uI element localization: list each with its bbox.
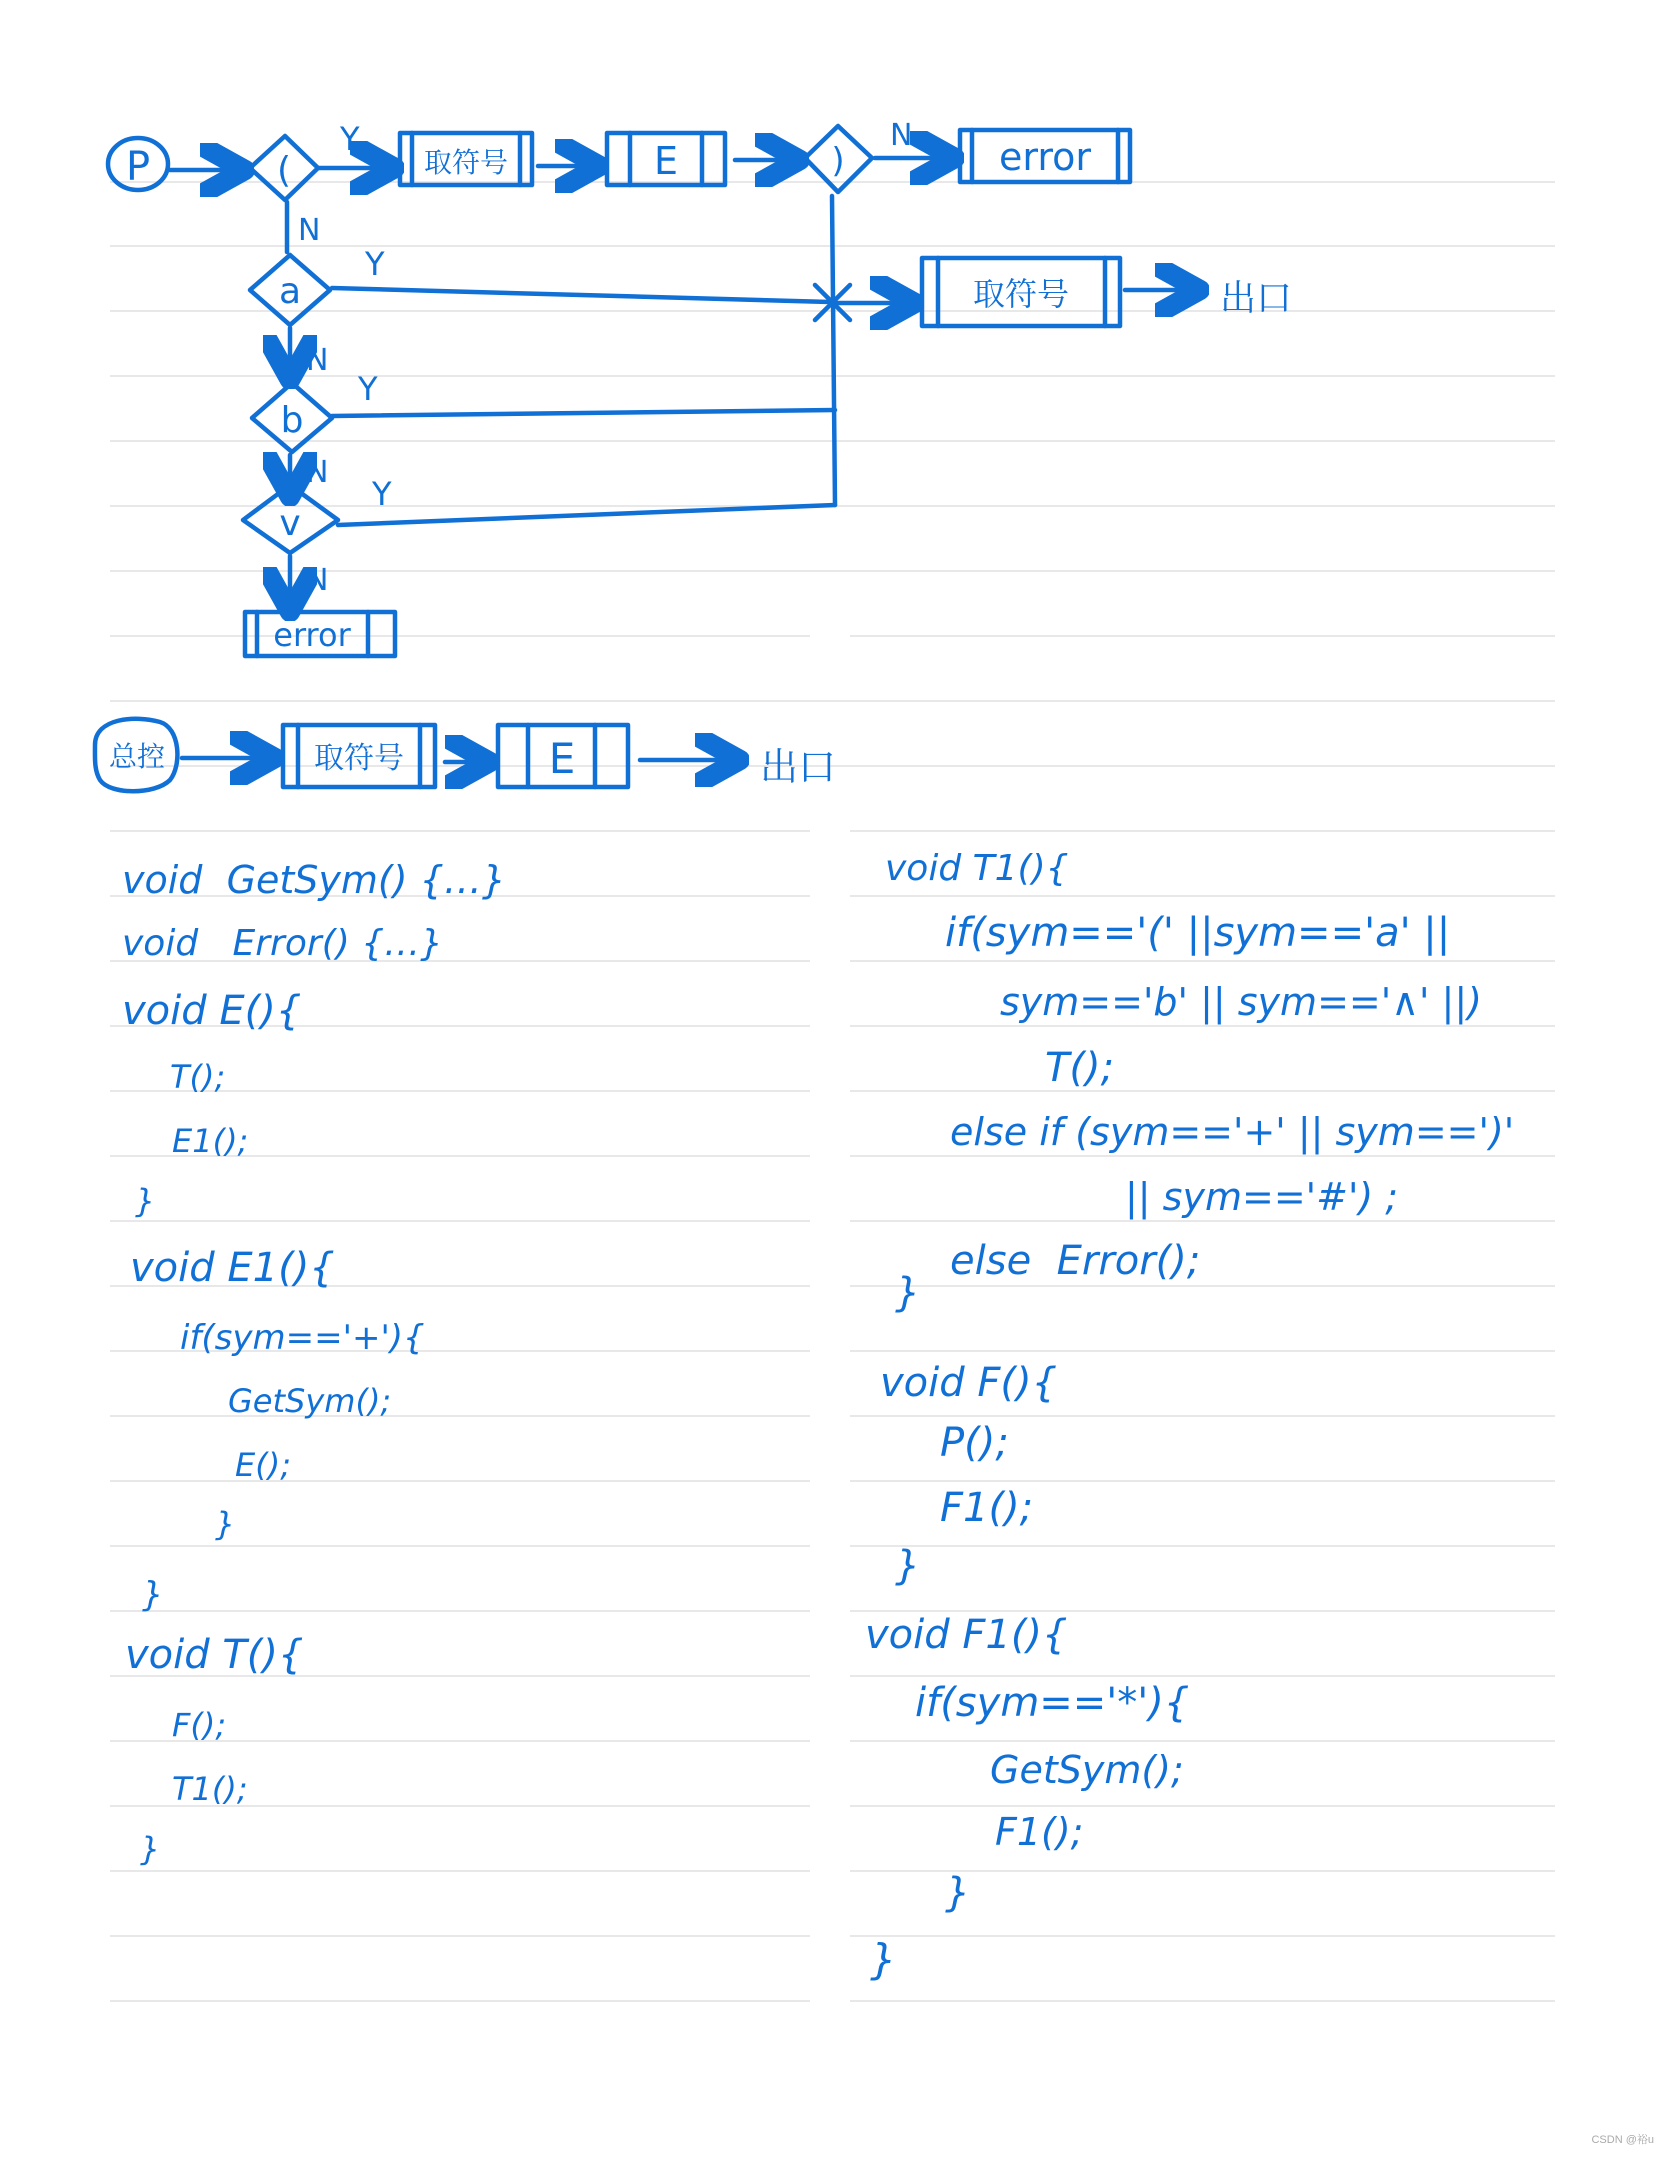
decision-rparen-label: ) [831, 141, 845, 181]
main-getsym-box-label: 取符号 [314, 741, 404, 776]
code-line: else Error(); [950, 1238, 1201, 1284]
code-line: } [895, 1543, 921, 1589]
code-line: T(); [1045, 1045, 1115, 1091]
no-label: N [890, 118, 913, 153]
main-proc-e-box-label: E [548, 734, 576, 783]
code-line: if(sym=='*'){ [915, 1680, 1190, 1726]
code-line: if(sym=='+'){ [180, 1318, 425, 1358]
code-line: } [135, 1182, 156, 1220]
watermark-text: CSDN @裕u [1591, 2134, 1654, 2146]
main-exit-label: 出口 [760, 745, 837, 789]
code-line: void F1(){ [865, 1612, 1068, 1658]
no-label: N [306, 455, 329, 490]
yes-label: Y [365, 245, 385, 283]
code-line: GetSym(); [990, 1748, 1184, 1792]
code-line: void T1(){ [885, 848, 1069, 889]
code-line: } [895, 1270, 921, 1316]
decision-v-label: v [279, 503, 301, 544]
no-label: N [306, 343, 329, 378]
error-box-bottom-label: error [273, 616, 351, 654]
getsym-box-right-label: 取符号 [972, 275, 1070, 313]
code-line: } [870, 1935, 897, 1984]
code-line: void T(){ [125, 1632, 304, 1678]
yes-label: Y [372, 475, 392, 513]
code-line: void Error() {…} [122, 923, 444, 964]
getsym-box-top-label: 取符号 [423, 146, 509, 179]
decision-lparen-label: ( [276, 150, 292, 191]
code-line: GetSym(); [228, 1382, 392, 1420]
error-box-top-label: error [999, 135, 1091, 179]
code-line: void E1(){ [130, 1245, 335, 1291]
code-line: } [142, 1575, 164, 1615]
start-node-p-label: P [125, 144, 151, 190]
code-line: E1(); [172, 1122, 249, 1160]
exit-label-top: 出口 [1220, 278, 1293, 319]
code-line: void GetSym() {…} [122, 858, 507, 902]
code-line: } [215, 1505, 236, 1543]
yes-label: Y [340, 120, 360, 158]
yes-label: Y [358, 370, 378, 408]
proc-e-box-top-label: E [653, 139, 679, 183]
main-start-node-label: 总控 [108, 740, 166, 773]
code-line: F1(); [940, 1485, 1034, 1531]
code-line: void F(){ [880, 1360, 1058, 1406]
code-line: T(); [170, 1058, 226, 1096]
code-line: } [945, 1870, 971, 1916]
code-line: || sym=='#') ; [1125, 1175, 1399, 1219]
decision-a-label: a [278, 271, 302, 312]
code-line: else if (sym=='+' || sym==')' [950, 1110, 1515, 1154]
code-line: sym=='b' || sym=='∧' ||) [1000, 980, 1482, 1024]
no-label: N [306, 563, 329, 598]
code-line: T1(); [172, 1770, 248, 1808]
code-line: F(); [172, 1706, 227, 1744]
code-line: F1(); [995, 1810, 1084, 1854]
code-line: } [140, 1830, 161, 1868]
code-line: if(sym=='(' ||sym=='a' || [945, 910, 1451, 956]
code-line: E(); [235, 1446, 291, 1484]
no-label: N [298, 213, 321, 248]
code-line: void E(){ [122, 988, 302, 1034]
decision-b-label: b [280, 400, 304, 441]
code-line: P(); [940, 1420, 1009, 1466]
